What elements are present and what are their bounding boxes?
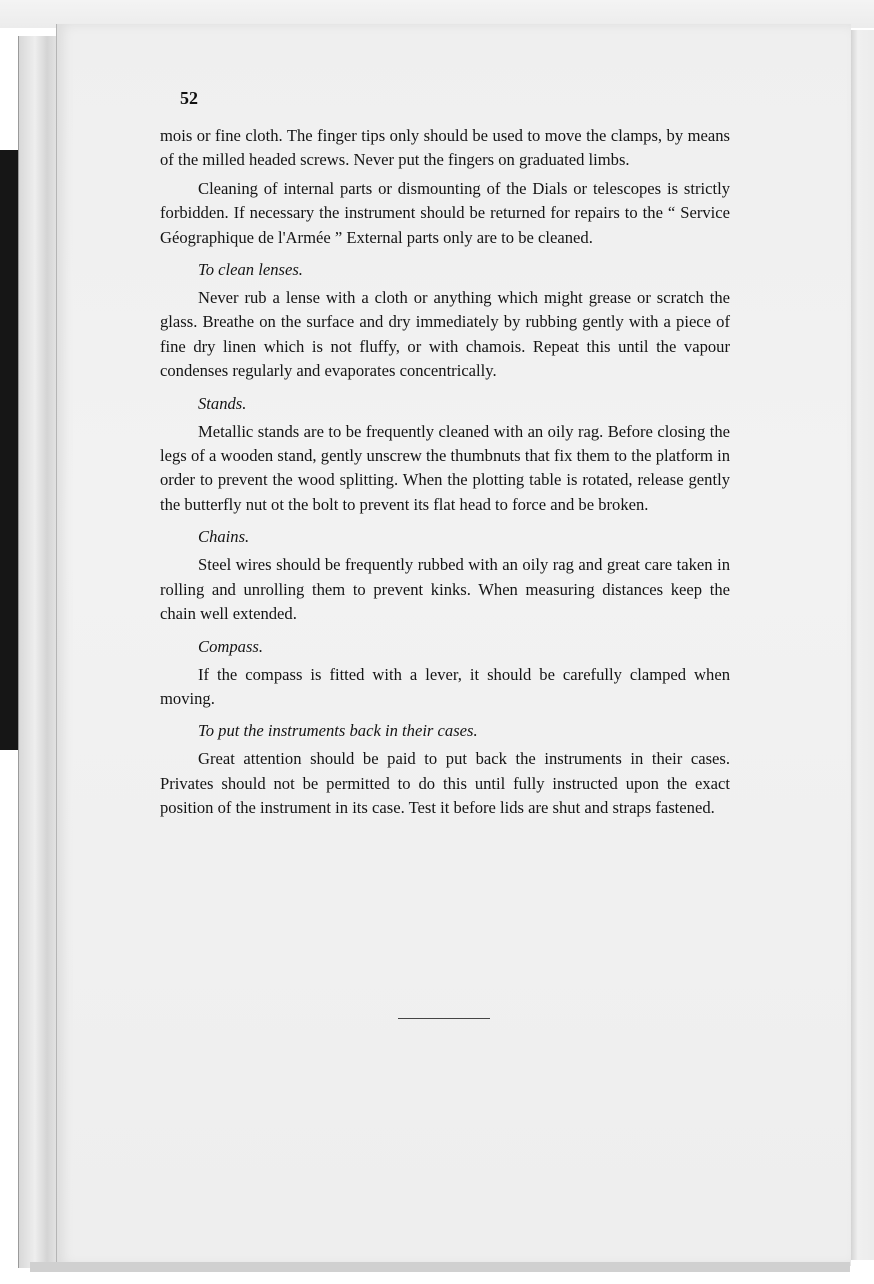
paragraph-internal-parts: Cleaning of internal parts or dismounting of the Dials or telescopes is strictly forbidden. If necessary the instrument should be returned for repairs to the “ Service Géographique de l'Armée ” External parts only are to be cleaned. — [160, 178, 730, 247]
facing-page-edge — [848, 30, 874, 1260]
paragraph-cleaning-cloth: mois or fine cloth. The finger tips only should be used to move the clamps, by means of the milled headed screws. Never put the fingers on graduated limbs. — [160, 126, 730, 170]
paragraph-lenses: Never rub a lense with a cloth or anything which might grease or scratch the glass. Breathe on the surface and dry immediately by rubbing gently with a piece of fine dry linen which is not fluffy, or with chamois. Repeat this until the vapour condenses regularly and evaporates concentrically. — [160, 288, 730, 381]
heading-chains: Chains. — [198, 527, 250, 547]
page-bottom-edge — [30, 1262, 850, 1272]
paragraph-stands: Metallic stands are to be frequently cleaned with an oily rag. Before closing the legs of a wooden stand, gently unscrew the thumbnuts that fix them to the platform in order to prevent the wood splitting. When the plotting table is rotated, release gently the butterfly nut ot the bolt to prevent its flat head to force and be broken. — [160, 421, 730, 514]
paragraph-instruments-cases: Great attention should be paid to put back the instruments in their cases. Privates should not be permitted to do this until fully instructed upon the exact position of the instrument in its case. Test it before lids are shut and straps fastened. — [160, 749, 730, 818]
underlying-pages — [18, 36, 59, 1268]
paragraph-chains: Steel wires should be frequently rubbed with an oily rag and great care taken in rolling and unrolling them to prevent kinks. When measuring distances keep the chain well extended. — [160, 555, 730, 624]
heading-compass: Compass. — [198, 636, 264, 656]
page-body — [160, 124, 730, 821]
heading-instruments-cases: To put the instruments back in their cases. — [198, 721, 478, 741]
heading-stands: Stands. — [198, 393, 247, 413]
page-number: 52 — [180, 88, 198, 108]
paragraph-compass: If the compass is fitted with a lever, it should be carefully clamped when moving. — [160, 664, 730, 708]
heading-clean-lenses: To clean lenses. — [198, 260, 303, 280]
end-rule-divider — [398, 1018, 490, 1019]
